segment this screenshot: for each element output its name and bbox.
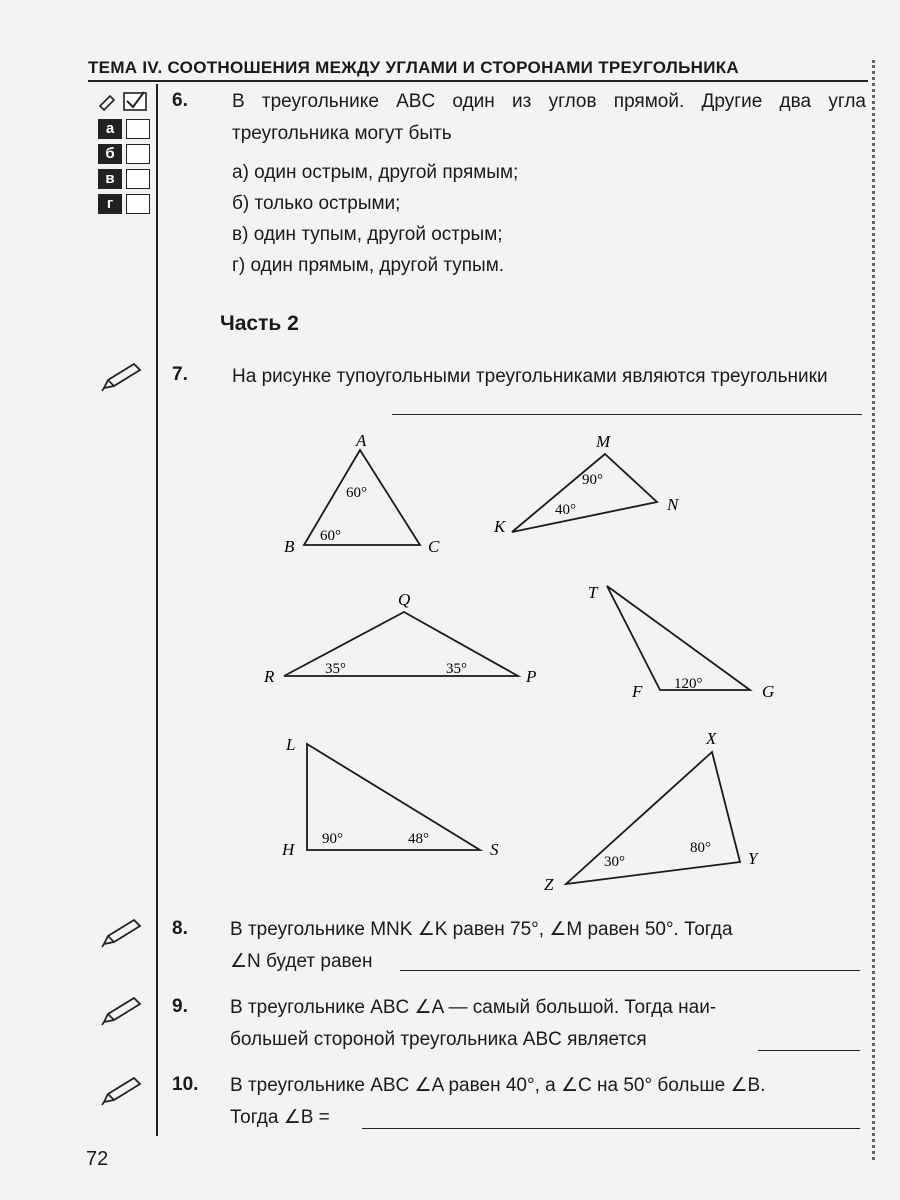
- q8-line1: В треугольнике MNK ∠K равен 75°, ∠M равен 50°. Тогда: [230, 919, 733, 940]
- q6-option-b: б) только острыми;: [232, 193, 401, 214]
- triangle-xzy: [566, 752, 740, 884]
- angle-label: 35°: [325, 661, 346, 677]
- q9-answer-line[interactable]: [758, 1050, 860, 1051]
- section-title: Часть 2: [220, 312, 299, 335]
- q6-number: 6.: [172, 90, 188, 111]
- pen-icon: [100, 918, 144, 948]
- q10-answer-line[interactable]: [362, 1128, 860, 1129]
- vertex-label: S: [490, 840, 499, 859]
- angle-label: 48°: [408, 831, 429, 847]
- triangle-qrp: [284, 612, 518, 676]
- vertex-label: P: [526, 667, 537, 686]
- vertex-label: X: [706, 729, 717, 748]
- vertex-label: Z: [544, 875, 554, 894]
- vertex-label: N: [667, 495, 679, 514]
- q6-option-a: а) один острым, другой прямым;: [232, 162, 519, 183]
- angle-label: 120°: [674, 676, 703, 692]
- vertex-label: A: [356, 431, 367, 450]
- q6-option-d: г) один прямым, другой тупым.: [232, 255, 505, 276]
- vertex-label: Y: [748, 849, 758, 868]
- answer-letter-box: г: [98, 194, 122, 214]
- q8-line2: ∠N будет равен: [230, 951, 373, 972]
- answer-letter-box: б: [98, 144, 122, 164]
- vertex-label: G: [762, 682, 775, 701]
- q7-number: 7.: [172, 364, 188, 385]
- vertex-label: R: [264, 667, 275, 686]
- angle-label: 60°: [346, 485, 367, 501]
- page-number: 72: [86, 1148, 109, 1170]
- q9-line1: В треугольнике ABC ∠A — самый большой. Тогда наи-: [230, 997, 717, 1018]
- vertex-label: K: [494, 517, 506, 536]
- answer-letter-box: в: [98, 169, 122, 189]
- vertex-label: B: [284, 537, 295, 556]
- angle-label: 40°: [555, 502, 576, 518]
- vertex-label: F: [632, 682, 643, 701]
- q10-line1: В треугольнике ABC ∠A равен 40°, а ∠C на 50° больше ∠B.: [230, 1075, 766, 1096]
- vertex-label: H: [282, 840, 295, 859]
- q8-answer-line[interactable]: [400, 970, 860, 971]
- vertex-label: Q: [398, 590, 411, 609]
- angle-label: 35°: [446, 661, 467, 677]
- q9-number: 9.: [172, 996, 188, 1017]
- triangle-tfg: [607, 586, 750, 690]
- q7-text: На рисунке тупоугольными треугольниками являются треугольники: [232, 366, 828, 387]
- vertex-label: M: [596, 432, 611, 451]
- q9-line2: большей стороной треугольника ABC является: [230, 1029, 647, 1050]
- q8-number: 8.: [172, 918, 188, 939]
- q10-number: 10.: [172, 1074, 199, 1095]
- q6-text: В треугольнике ABC один из углов прямой. Другие два угла треугольника могут быть: [232, 91, 866, 144]
- angle-label: 30°: [604, 854, 625, 870]
- triangle-mnk: [512, 454, 657, 532]
- angle-label: 90°: [322, 831, 343, 847]
- page-header: ТЕМА IV. СООТНОШЕНИЯ МЕЖДУ УГЛАМИ И СТОРОНАМИ ТРЕУГОЛЬНИКА: [88, 58, 739, 77]
- angle-label: 80°: [690, 840, 711, 856]
- angle-label: 60°: [320, 528, 341, 544]
- answer-letter-box: а: [98, 119, 122, 139]
- pen-icon: [100, 1076, 144, 1106]
- pen-icon: [100, 996, 144, 1026]
- vertex-label: T: [588, 583, 598, 602]
- q10-line2: Тогда ∠B =: [230, 1107, 330, 1128]
- vertex-label: C: [428, 537, 440, 556]
- vertex-label: L: [286, 735, 296, 754]
- angle-label: 90°: [582, 472, 603, 488]
- q6-option-c: в) один тупым, другой острым;: [232, 224, 503, 245]
